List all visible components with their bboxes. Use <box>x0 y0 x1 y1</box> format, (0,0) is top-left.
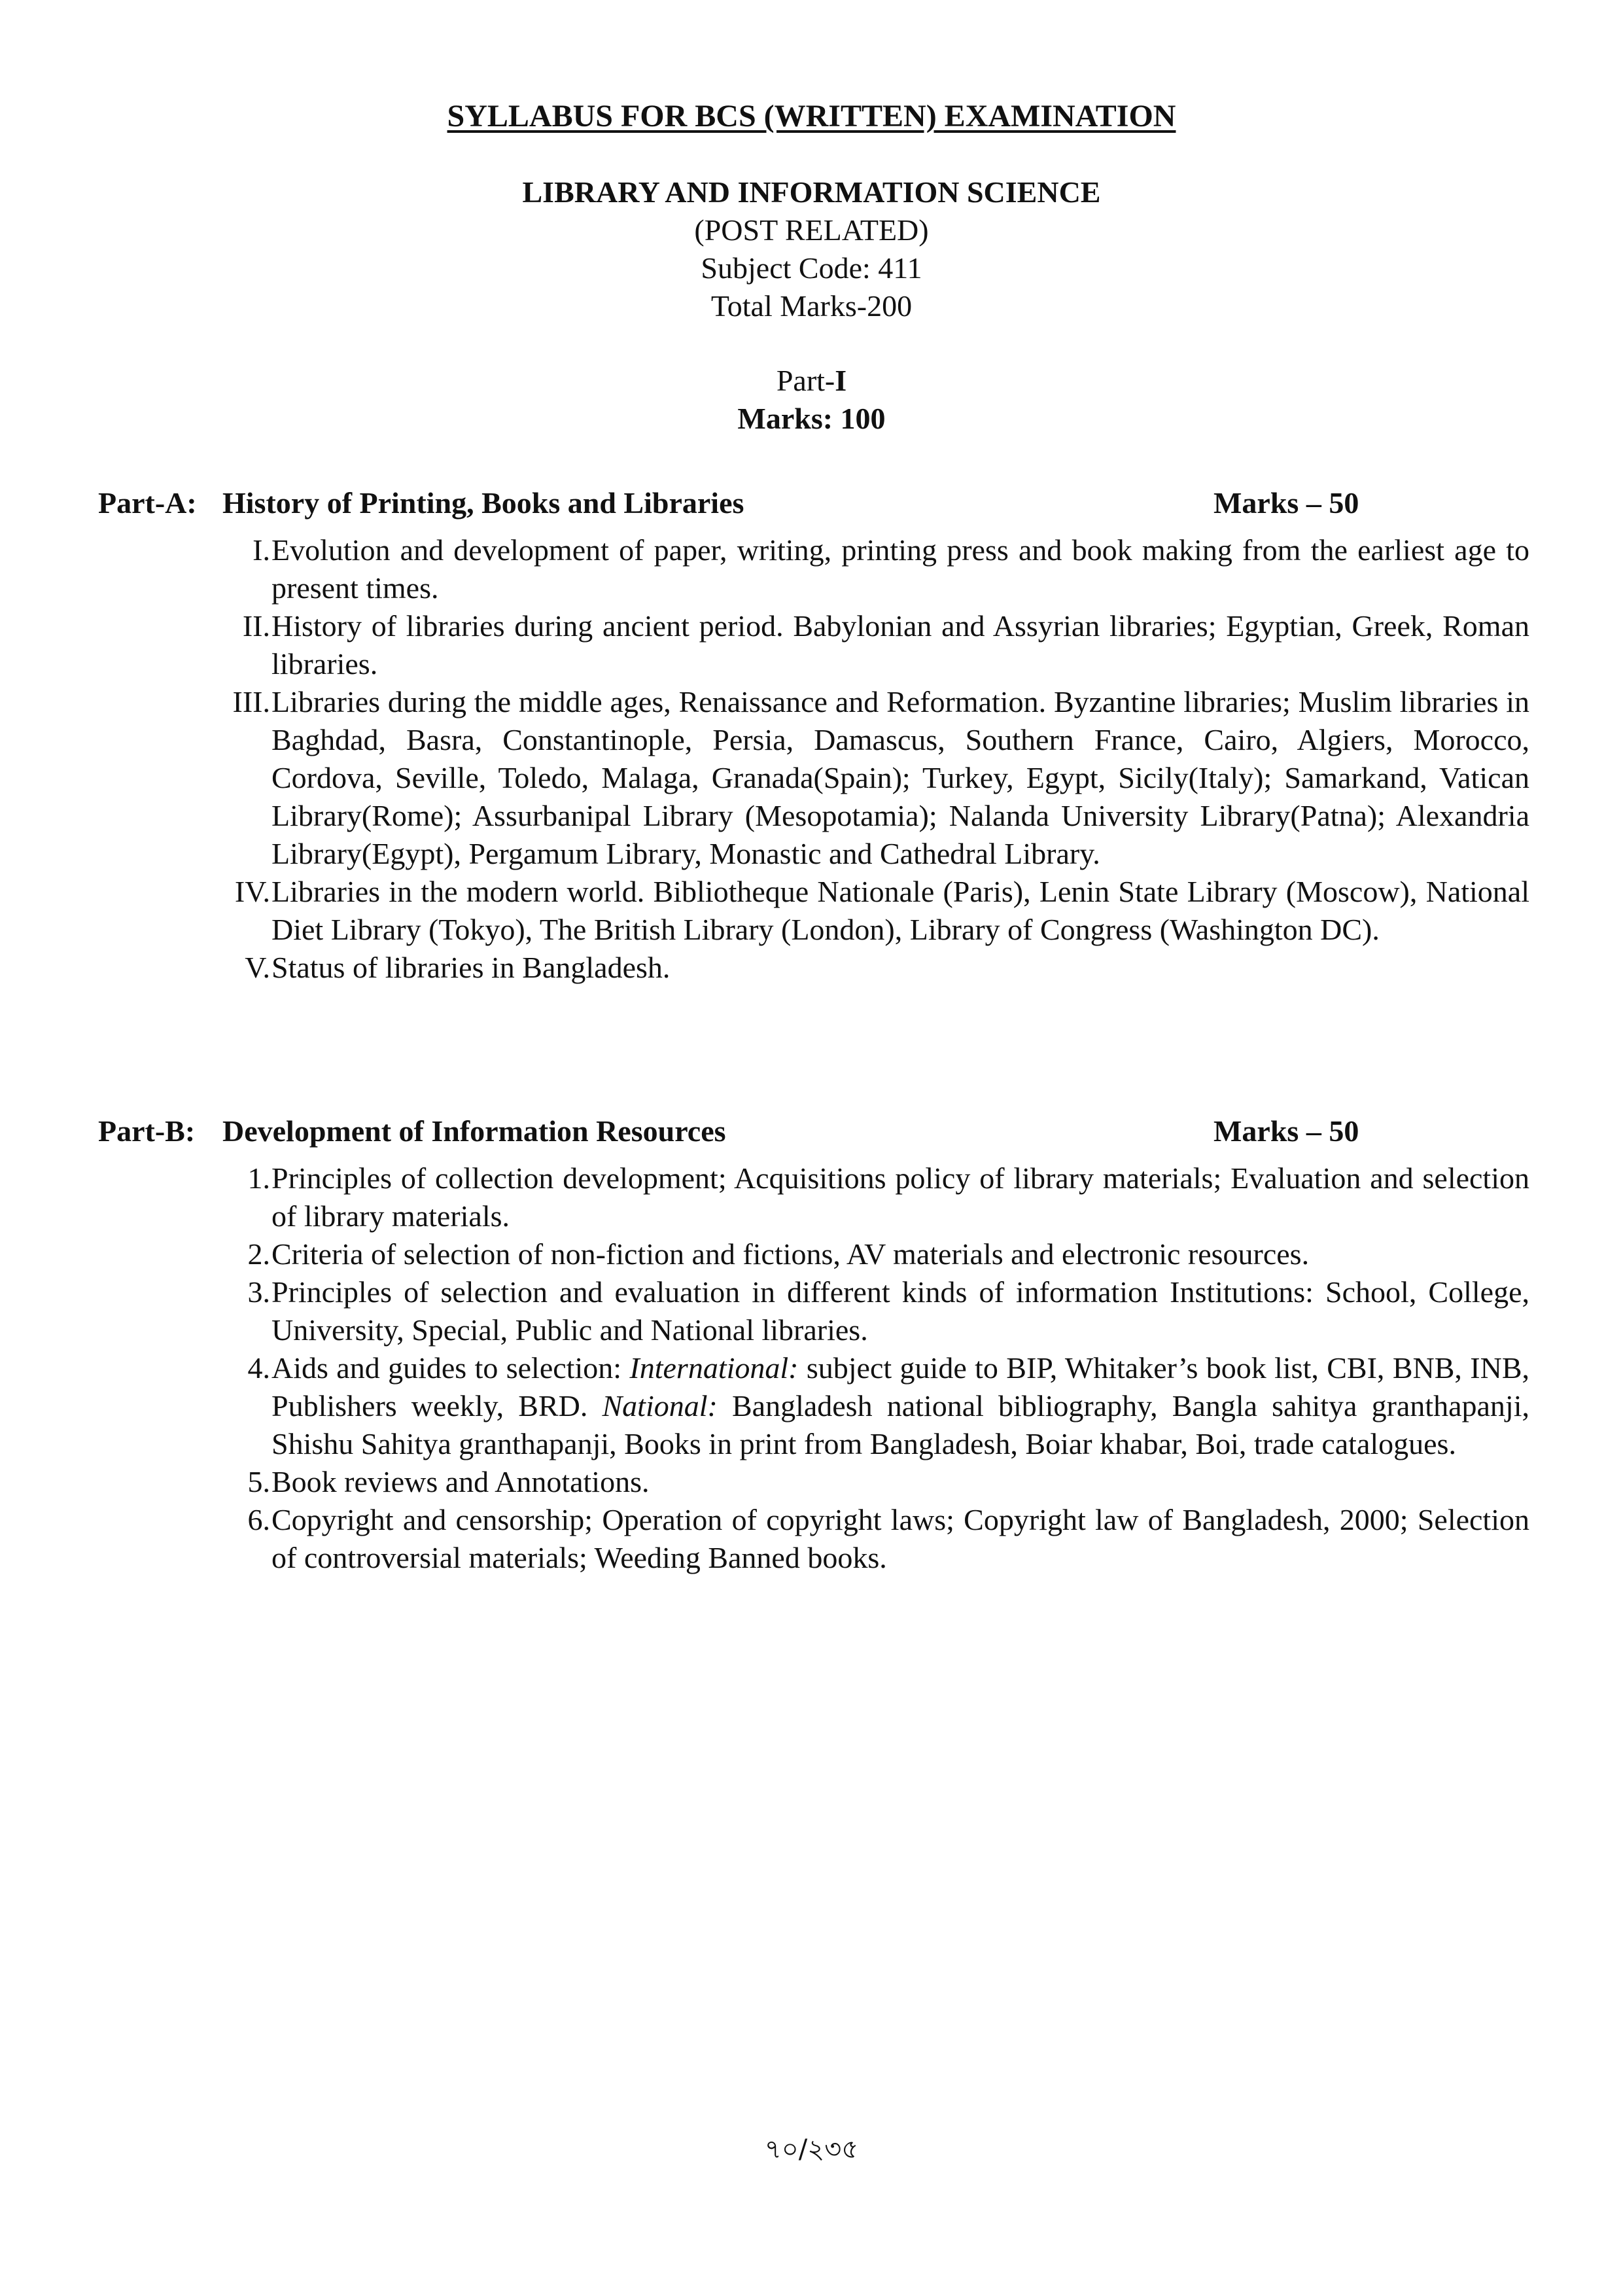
list-item-text: Libraries in the modern world. Bibliotheque Nationale (Paris), Lenin State Library (Moscow), National Diet Library (Tokyo), The British Library (London), Library of Congress (Washington DC). <box>271 875 1529 946</box>
list-item <box>216 1159 1529 1235</box>
document-title <box>0 98 1623 134</box>
text-segment: subject guide to BIP, Whitaker’s book list, CBI, BNB, INB, Publishers weekly, BRD. <box>271 1351 1529 1422</box>
part-a-marks: Marks – 50 <box>1213 486 1359 520</box>
list-item-text: Evolution and development of paper, writing, printing press and book making from the earliest age to present times. <box>271 533 1529 605</box>
list-item-text: Copyright and censorship; Operation of copyright laws; Copyright law of Bangladesh, 2000; Selection of controversial materials; Weeding Banned books. <box>271 1503 1529 1574</box>
emphasis-label: International: <box>629 1351 799 1385</box>
part-b-marks: Marks – 50 <box>1213 1114 1359 1148</box>
part-heading <box>0 362 1623 438</box>
list-item <box>216 949 1529 987</box>
text-segment: Bangladesh national bibliography, Bangla sahitya granthapanji, Shishu Sahitya granthapanji, Books in print from Bangladesh, Boiar khabar, Boi, trade catalogues. <box>271 1389 1529 1460</box>
list-item-number: 2. <box>247 1237 270 1271</box>
list-item-text: Book reviews and Annotations. <box>271 1465 650 1498</box>
list-item <box>216 1501 1529 1577</box>
list-item <box>216 1463 1529 1501</box>
part-marks: Marks: 100 <box>737 402 886 435</box>
text-segment: Aids and guides to selection: <box>271 1351 630 1385</box>
part-b-heading <box>98 1112 1537 1152</box>
part-label-numeral: I <box>835 364 847 397</box>
list-item-text <box>271 1349 1529 1463</box>
emphasis-label: National: <box>602 1389 718 1422</box>
subject-name: LIBRARY AND INFORMATION SCIENCE <box>522 175 1101 209</box>
subject-info <box>0 173 1623 325</box>
list-item <box>216 1349 1529 1463</box>
list-item-number: II. <box>242 609 270 643</box>
total-marks: Total Marks-200 <box>710 289 913 323</box>
part-b-title: Development of Information Resources <box>222 1114 726 1148</box>
part-b-label: Part-B: <box>98 1114 196 1148</box>
part-label <box>0 362 1623 400</box>
part-label-prefix: Part- <box>776 364 835 397</box>
list-item-number: 6. <box>247 1503 270 1536</box>
list-item <box>216 1235 1529 1273</box>
list-item-text: Principles of collection development; Acquisitions policy of library materials; Evaluation and selection of library materials. <box>271 1161 1529 1233</box>
list-item <box>216 531 1529 607</box>
part-b-list <box>216 1159 1529 1577</box>
subject-code: Subject Code: 411 <box>701 251 922 285</box>
list-item <box>216 873 1529 949</box>
list-item <box>216 607 1529 683</box>
part-a-heading <box>98 484 1537 523</box>
part-a-title: History of Printing, Books and Libraries <box>222 486 744 520</box>
list-item-number: I. <box>253 533 270 567</box>
list-item-number: V. <box>245 951 270 984</box>
part-a-list <box>216 531 1529 987</box>
list-item-number: 4. <box>247 1351 270 1385</box>
list-item <box>216 1273 1529 1349</box>
list-item-text: Libraries during the middle ages, Renaissance and Reformation. Byzantine libraries; Muslim libraries in Baghdad, Basra, Constantinople, Persia, Damascus, Southern France, Cairo, Algiers, Morocco, Cordova, Seville, Toledo, Malaga, Granada(Spain); Turkey, Egypt, Sicily(Italy); Samarkand, Vatican Library(Rome); Assurbanipal Library (Mesopotamia); Nalanda University Library(Patna); Alexandria Library(Egypt), Pergamum Library, Monastic and Cathedral Library. <box>271 685 1529 870</box>
list-item <box>216 683 1529 873</box>
page-number: ৭০/২৩৫ <box>764 2134 859 2164</box>
list-item-number: III. <box>232 685 270 718</box>
list-item-number: IV. <box>234 875 270 908</box>
list-item-text: History of libraries during ancient period. Babylonian and Assyrian libraries; Egyptian, Greek, Roman libraries. <box>271 609 1529 680</box>
part-a-label: Part-A: <box>98 486 197 520</box>
list-item-text: Status of libraries in Bangladesh. <box>271 951 671 984</box>
list-item-number: 1. <box>247 1161 270 1195</box>
list-item-text: Principles of selection and evaluation in different kinds of information Institutions: School, College, University, Special, Public and National libraries. <box>271 1275 1529 1347</box>
post-related: (POST RELATED) <box>694 213 929 247</box>
list-item-text: Criteria of selection of non-fiction and fictions, AV materials and electronic resources. <box>271 1237 1310 1271</box>
document-title-text: SYLLABUS FOR BCS (WRITTEN) EXAMINATION <box>447 99 1176 133</box>
list-item-number: 5. <box>247 1465 270 1498</box>
list-item-number: 3. <box>247 1275 270 1309</box>
